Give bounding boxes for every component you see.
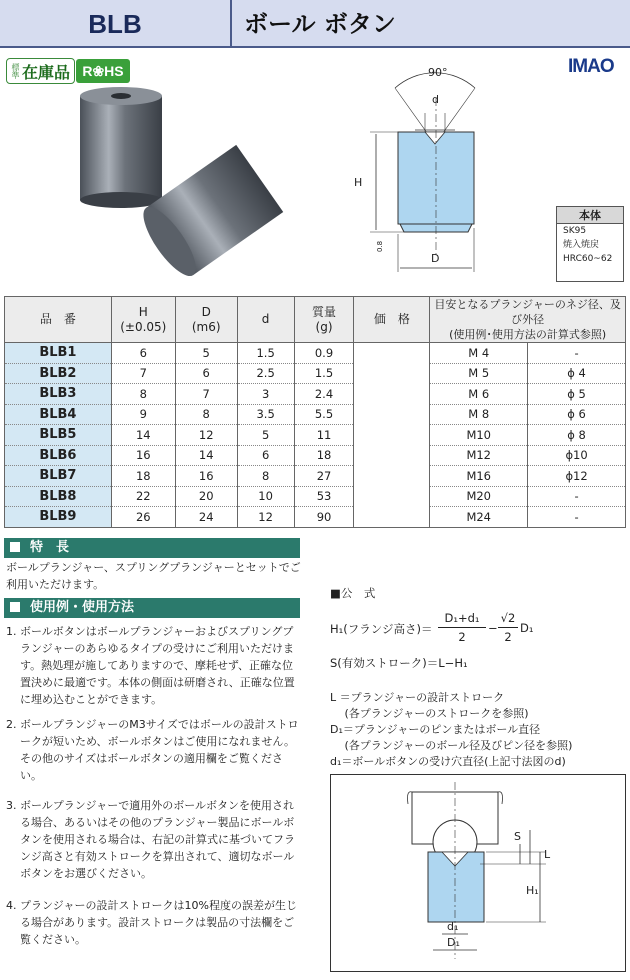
header-plunger: 目安となるプランジャーのネジ径、及び外径 (使用例･使用方法の計算式参照)	[430, 297, 626, 343]
cell-D: 8	[175, 404, 237, 425]
formula-f2-num: √2	[500, 611, 516, 625]
cell-diameter: -	[528, 486, 626, 507]
definition-line: d₁＝ボールボタンの受け穴直径(上記寸法図のd)	[330, 755, 566, 768]
material-line: 焼入焼戻	[563, 240, 600, 250]
features-text: ボールプランジャー、スプリングプランジャーとセットでご利用いただけます。	[6, 561, 301, 591]
table-row	[5, 384, 626, 405]
cell-d: 8	[237, 466, 294, 487]
cell-D: 14	[175, 445, 237, 466]
H-label: H	[354, 176, 363, 189]
d1-label: d₁	[447, 920, 459, 933]
cell-diameter: -	[528, 343, 626, 364]
material-box	[556, 206, 624, 282]
cell-d: 5	[237, 425, 294, 446]
stock-badge-label: 在庫品	[22, 62, 71, 82]
D1-label: D₁	[447, 936, 460, 949]
usage-diagram	[330, 774, 626, 972]
cell-d: 12	[237, 507, 294, 528]
D-label: D	[431, 252, 440, 265]
cell-H: 22	[111, 486, 175, 507]
angle-label: 90°	[428, 66, 448, 79]
material-title: 本体	[557, 207, 623, 224]
cell-diameter: ϕ 4	[528, 363, 626, 384]
cell-d: 6	[237, 445, 294, 466]
cell-thread: M 5	[430, 363, 528, 384]
cell-d: 3	[237, 384, 294, 405]
spec-table	[4, 296, 626, 528]
header-D: D (m6)	[175, 297, 237, 343]
part-number: BLB9	[5, 507, 112, 528]
usage-item: 1. ボールボタンはボールプランジャーおよびスプリングプランジャーのあらゆるタイプの受けにご利用いただけます。熱処理が施してありますので、摩耗せず、正確な位置決めに最適です。本体の側面は研磨され、正確な位置に埋め込むことができます。	[6, 625, 295, 706]
table-row	[5, 486, 626, 507]
part-number: BLB8	[5, 486, 112, 507]
part-number: BLB5	[5, 425, 112, 446]
header-mass: 質量 (g)	[294, 297, 354, 343]
definition-line: D₁＝プランジャーのピンまたはボール直径	[330, 723, 541, 736]
cell-price	[354, 343, 430, 528]
table-row	[5, 343, 626, 364]
cell-thread: M 6	[430, 384, 528, 405]
product-name: ボール ボタン	[244, 10, 396, 38]
cell-H: 8	[111, 384, 175, 405]
part-number: BLB3	[5, 384, 112, 405]
definition-line: (各プランジャーのストロークを参照)	[330, 707, 529, 720]
chamfer-label: 0.8	[376, 240, 384, 252]
formula-f1-den: 2	[458, 630, 466, 644]
header-d: d	[237, 297, 294, 343]
part-number: BLB2	[5, 363, 112, 384]
cell-thread: M10	[430, 425, 528, 446]
page-header	[0, 0, 630, 48]
cell-D: 20	[175, 486, 237, 507]
header-price: 価 格	[354, 297, 430, 343]
cell-d: 3.5	[237, 404, 294, 425]
cell-d: 10	[237, 486, 294, 507]
L-label: L	[544, 848, 551, 861]
table-row	[5, 466, 626, 487]
cell-H: 26	[111, 507, 175, 528]
cell-H: 9	[111, 404, 175, 425]
cell-mass: 18	[294, 445, 354, 466]
cell-D: 16	[175, 466, 237, 487]
cell-mass: 5.5	[294, 404, 354, 425]
cell-H: 16	[111, 445, 175, 466]
cell-H: 14	[111, 425, 175, 446]
cylinder-upright	[80, 87, 162, 208]
cell-thread: M 4	[430, 343, 528, 364]
formula-minus: −	[488, 621, 498, 635]
cell-thread: M16	[430, 466, 528, 487]
formula-f2-tail: D₁	[520, 621, 534, 635]
cell-mass: 27	[294, 466, 354, 487]
stock-badge	[6, 58, 75, 84]
cell-thread: M12	[430, 445, 528, 466]
cell-d: 2.5	[237, 363, 294, 384]
cell-thread: M24	[430, 507, 528, 528]
part-number: BLB7	[5, 466, 112, 487]
H1-label: H₁	[526, 884, 539, 897]
table-header-row	[5, 297, 626, 343]
usage-item: 3. ボールプランジャーで適用外のボールボタンを使用される場合、あるいはその他のプランジャー製品にボールボタンを使用される場合は、右記の計算式に基づいてフランジ高さと有効ストロークを算出されて、適切なボールボタンをお選びください。	[6, 799, 295, 880]
brand-logo: IMAO	[568, 56, 614, 77]
rohs-badge: R❀HS	[76, 59, 130, 83]
cell-d: 1.5	[237, 343, 294, 364]
material-line: HRC60~62	[563, 254, 613, 264]
table-row	[5, 445, 626, 466]
cell-diameter: ϕ12	[528, 466, 626, 487]
cell-D: 6	[175, 363, 237, 384]
cell-diameter: ϕ10	[528, 445, 626, 466]
formula-f1-num: D₁+d₁	[444, 611, 480, 625]
formula-f2-den: 2	[504, 630, 512, 644]
table-row	[5, 404, 626, 425]
usage-heading: 使用例・使用方法	[4, 598, 300, 618]
usage-item: 2. ボールプランジャーのM3サイズではボールの設計ストロークが短いため、ボールボタンはご使用になれません。その他のサイズはボールボタンの適用欄をご覧ください。	[6, 718, 299, 782]
definition-line: (各プランジャーのボール径及びピン径を参照)	[330, 739, 573, 752]
cell-diameter: ϕ 8	[528, 425, 626, 446]
cell-diameter: ϕ 6	[528, 404, 626, 425]
part-number: BLB6	[5, 445, 112, 466]
definition-line: L ＝プランジャーの設計ストローク	[330, 691, 505, 704]
cell-mass: 1.5	[294, 363, 354, 384]
cell-mass: 2.4	[294, 384, 354, 405]
product-photo	[60, 82, 290, 292]
cell-D: 24	[175, 507, 237, 528]
cell-mass: 53	[294, 486, 354, 507]
part-number: BLB1	[5, 343, 112, 364]
table-row	[5, 425, 626, 446]
cell-mass: 0.9	[294, 343, 354, 364]
cell-thread: M20	[430, 486, 528, 507]
part-number: BLB4	[5, 404, 112, 425]
formula-title: ■公 式	[330, 586, 376, 600]
cell-mass: 11	[294, 425, 354, 446]
dimension-drawing	[340, 58, 550, 278]
cell-H: 6	[111, 343, 175, 364]
cell-diameter: ϕ 5	[528, 384, 626, 405]
cell-diameter: -	[528, 507, 626, 528]
cell-thread: M 8	[430, 404, 528, 425]
fraction-bar	[498, 627, 518, 628]
cell-H: 7	[111, 363, 175, 384]
header-H: H (±0.05)	[111, 297, 175, 343]
S-label: S	[514, 830, 521, 843]
d-label: d	[432, 93, 439, 106]
features-heading: 特 長	[4, 538, 300, 558]
table-row	[5, 363, 626, 384]
material-line: SK95	[563, 226, 587, 236]
stock-badge-small: 標準	[11, 63, 20, 79]
product-code: BLB	[0, 0, 232, 48]
cell-D: 5	[175, 343, 237, 364]
usage-item: 4. プランジャーの設計ストロークは10%程度の誤差が生じる場合があります。設計ストロークは製品の寸法欄をご覧ください。	[6, 899, 297, 946]
table-row	[5, 507, 626, 528]
formula-s-line: S(有効ストローク)＝L−H₁	[330, 656, 468, 670]
header-part-number: 品 番	[5, 297, 112, 343]
fraction-bar	[438, 627, 486, 628]
cell-H: 18	[111, 466, 175, 487]
cell-D: 12	[175, 425, 237, 446]
formula-h1-left: H₁(フランジ高さ)＝	[330, 622, 433, 636]
cell-mass: 90	[294, 507, 354, 528]
cell-D: 7	[175, 384, 237, 405]
